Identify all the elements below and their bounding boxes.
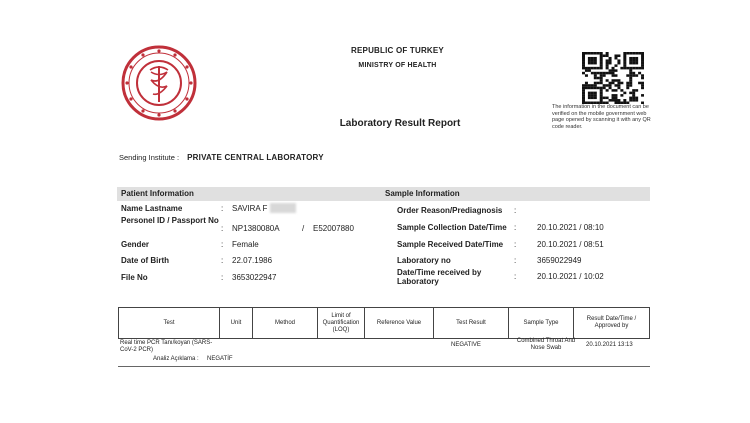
th-unit: Unit [220, 308, 253, 339]
table-bottom-rule [118, 366, 650, 367]
colon: : [221, 256, 224, 265]
lab-received-value: 20.10.2021 / 10:02 [537, 272, 604, 281]
qr-code-icon [582, 52, 644, 104]
lab-no-label: Laboratory no [397, 256, 451, 265]
results-table [118, 307, 650, 339]
slash: / [302, 224, 305, 233]
sending-institute-label: Sending Institute : [119, 153, 180, 162]
patient-id-value: NP1380080A [232, 224, 280, 233]
page-title: Laboratory Result Report [339, 118, 461, 129]
th-loq: Limit of Quantification (LOQ) [318, 308, 365, 339]
qr-verification-note: The information in the document can be verified on the mobile government web page opened by scanning it with any QR code reader. [552, 104, 651, 130]
colon: : [514, 223, 517, 232]
redaction-blur [270, 203, 296, 213]
colon: : [514, 206, 517, 215]
collection-date-label: Sample Collection Date/Time [397, 223, 507, 232]
colon: : [221, 273, 224, 282]
dob-value: 22.07.1986 [232, 256, 273, 265]
colon: : [514, 272, 517, 281]
th-sample-type: Sample Type [509, 308, 574, 339]
patient-id-label: Personel ID / Passport No [121, 216, 219, 225]
file-no-value: 3653022947 [232, 273, 277, 282]
gender-label: Gender [121, 240, 150, 249]
analysis-remark-label: Analiz Açıklama : [153, 356, 199, 362]
colon: : [514, 240, 517, 249]
patient-name-value: SAVIRA F [232, 204, 268, 213]
patient-name-label: Name Lastname [121, 204, 183, 213]
th-result-date: Result Date/Time / Approved by [574, 308, 650, 339]
dob-label: Date of Birth [121, 256, 169, 265]
gender-value: Female [232, 240, 259, 249]
collection-date-value: 20.10.2021 / 08:10 [537, 223, 604, 232]
th-method: Method [253, 308, 318, 339]
ministry-seal-logo [120, 44, 198, 122]
order-reason-label: Order Reason/Prediagnosis [397, 206, 503, 215]
colon: : [221, 224, 224, 233]
colon: : [221, 240, 224, 249]
sample-section-title: Sample Information [385, 189, 460, 198]
table-header-row [119, 308, 650, 339]
received-date-value: 20.10.2021 / 08:51 [537, 240, 604, 249]
lab-no-value: 3659022949 [537, 256, 582, 265]
patient-section-title: Patient Information [121, 189, 194, 198]
th-test: Test [119, 308, 220, 339]
result-datetime: 20.10.2021 13:13 [586, 342, 633, 348]
result-sample-type: Combined Throat And Nose Swab [516, 338, 576, 351]
result-test-name: Real time PCR Tanı/koyan (SARS-CoV-2 PCR) [120, 340, 213, 353]
colon: : [514, 256, 517, 265]
sending-institute [119, 153, 324, 162]
received-date-label: Sample Received Date/Time [397, 240, 504, 249]
sending-institute-value: PRIVATE CENTRAL LABORATORY [187, 153, 324, 162]
th-result: Test Result [434, 308, 509, 339]
lab-received-label: Date/Time received by Laboratory [397, 268, 482, 286]
section-header-band [117, 187, 650, 201]
result-value: NEGATIVE [451, 342, 481, 348]
colon: : [221, 204, 224, 213]
patient-passport-value: E52007880 [313, 224, 354, 233]
country-heading: REPUBLIC OF TURKEY [351, 46, 444, 55]
ministry-heading: MINISTRY OF HEALTH [358, 62, 437, 69]
th-reference: Reference Value [365, 308, 434, 339]
file-no-label: File No [121, 273, 148, 282]
analysis-remark-value: NEGATİF [207, 356, 233, 362]
